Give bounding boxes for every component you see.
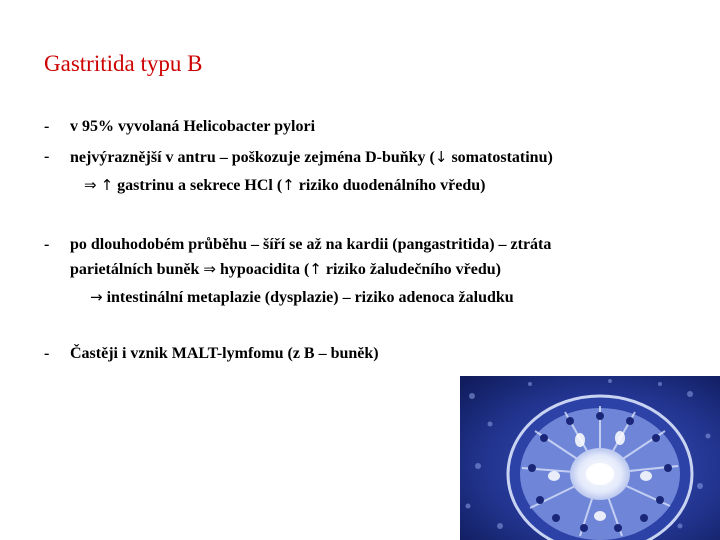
up-arrow-icon: ↑ — [100, 176, 114, 194]
text-segment: nejvýraznější v antru – poškozuje zejména D-buňky ( — [70, 149, 435, 166]
bullet-line-3-metaplasia — [90, 288, 514, 307]
bullet-text: v 95% vyvolaná Helicobacter pylori — [70, 118, 316, 135]
bullet-text: po dlouhodobém průběhu – šíří se až na kardii (pangastritida) – ztráta — [70, 236, 552, 253]
implies-arrow-icon: ⇒ — [84, 176, 97, 194]
bullet-marker: - — [44, 148, 50, 165]
bullet-marker: - — [44, 345, 50, 362]
down-arrow-icon: ↓ — [434, 148, 448, 166]
text-segment: riziko žaludečního vředu) — [321, 261, 501, 278]
text-segment: somatostatinu) — [447, 149, 553, 166]
up-arrow-icon: ↑ — [282, 176, 295, 194]
bullet-text: Častěji i vznik MALT-lymfomu (z B – buněk) — [70, 345, 379, 362]
text-segment: parietálních buněk — [70, 261, 204, 278]
bullet-marker: - — [44, 236, 50, 253]
bullet-marker: - — [44, 118, 50, 135]
slide-title: Gastritida typu B — [44, 51, 203, 76]
text-segment: riziko duodenálního vředu) — [294, 177, 486, 194]
text-segment: hypoacidita ( — [215, 261, 310, 278]
bullet-text — [70, 148, 553, 167]
bullet-line-2-continuation — [84, 176, 485, 195]
right-arrow-icon: → — [90, 288, 103, 306]
histology-image — [460, 376, 720, 540]
text-segment: gastrinu a sekrece HCl ( — [113, 177, 283, 194]
text-segment: intestinální metaplazie (dysplazie) – riziko adenoca žaludku — [102, 289, 514, 306]
bullet-line-3-continuation — [70, 260, 501, 279]
up-arrow-icon: ↑ — [309, 260, 322, 278]
implies-arrow-icon: ⇒ — [203, 260, 216, 278]
